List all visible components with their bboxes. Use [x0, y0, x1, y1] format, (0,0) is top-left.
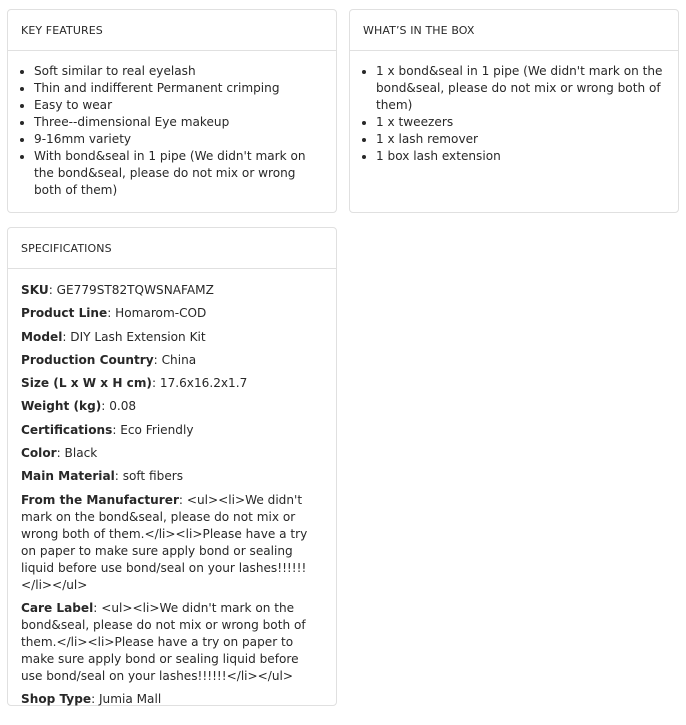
list-item: • Three--dimensional Eye makeup [34, 114, 323, 131]
spec-value: Black [64, 446, 98, 461]
whats-in-the-box-card [349, 9, 679, 213]
list-item: • 1 x lash remover [376, 131, 665, 148]
list-item: • Easy to wear [34, 97, 323, 114]
key-features-list [21, 63, 323, 199]
spec-from-the-manufacturer: From the Manufacturer: <ul><li>We didn't mark on the bond&seal, please do not mix or wrong both of them.</li><li>Please have a try on paper to make sure apply bond or sealing liquid before use bond/seal on your lashes!!!!!!</li></ul> [21, 492, 308, 592]
list-item: • 1 x bond&seal in 1 pipe (We didn't mark on the bond&seal, please do not mix or wrong both of them) [376, 63, 665, 114]
whats-in-the-box-list [363, 63, 665, 165]
spec-size: Size (L x W x H cm): 17.6x16.2x1.7 [21, 376, 248, 391]
spec-key: Size (L x W x H cm) [21, 376, 152, 391]
spec-key: Production Country [21, 352, 154, 367]
spec-key: Certifications [21, 422, 113, 437]
specifications-list [8, 269, 336, 725]
list-item: • Soft similar to real eyelash [34, 63, 323, 80]
spec-value: Jumia Mall [98, 692, 162, 707]
spec-value: DIY Lash Extension Kit [70, 329, 206, 344]
specifications-card [7, 227, 337, 706]
list-item: • 9-16mm variety [34, 131, 323, 148]
spec-main-material: Main Material: soft fibers [21, 469, 184, 484]
spec-value: soft fibers [122, 469, 184, 484]
spec-key: Weight (kg) [21, 399, 102, 414]
spec-shop-type: Shop Type: Jumia Mall [21, 692, 162, 707]
spec-value: <ul><li>We didn't mark on the bond&seal, please do not mix or wrong both of them.</li><li>Please have a try on paper to make sure apply bond or sealing liquid before use bond/seal on your lashes!!!!!!</li></ul> [21, 492, 308, 592]
spec-care-label: Care Label: <ul><li>We didn't mark on the bond&seal, please do not mix or wrong both of them.</li><li>Please have a try on paper to make sure apply bond or sealing liquid before use bond/seal on your lashes!!!!!!</li></ul> [21, 600, 306, 683]
spec-value: GE779ST82TQWSNAFAMZ [56, 283, 214, 297]
spec-key: Shop Type [21, 692, 92, 707]
spec-key: Product Line [21, 306, 108, 321]
spec-model: Model: DIY Lash Extension Kit [21, 329, 206, 344]
spec-product-line: Product Line: Homarom-COD [21, 306, 207, 321]
spec-key: Color [21, 446, 57, 461]
list-item: • 1 x tweezers [376, 114, 665, 131]
whats-in-the-box-title: WHAT’S IN THE BOX [350, 10, 678, 51]
spec-value: Homarom-COD [115, 306, 207, 321]
spec-key: Main Material [21, 469, 115, 484]
spec-certifications: Certifications: Eco Friendly [21, 422, 194, 437]
key-features-title: KEY FEATURES [8, 10, 336, 51]
spec-color: Color: Black [21, 446, 98, 461]
spec-key: SKU [21, 283, 49, 297]
specifications-title: SPECIFICATIONS [8, 228, 336, 269]
spec-value: 0.08 [109, 399, 137, 414]
key-features-card [7, 9, 337, 213]
spec-sku: SKU: GE779ST82TQWSNAFAMZ [21, 283, 214, 297]
spec-weight: Weight (kg): 0.08 [21, 399, 137, 414]
spec-key: Care Label [21, 600, 94, 615]
spec-production-country: Production Country: China [21, 352, 197, 367]
list-item: • Thin and indifferent Permanent crimping [34, 80, 323, 97]
spec-value: China [161, 352, 197, 367]
spec-key: Model [21, 329, 63, 344]
spec-value: <ul><li>We didn't mark on the bond&seal, please do not mix or wrong both of them.</li><li>Please have a try on paper to make sure apply bond or sealing liquid before use bond/seal on your lashes!!!!!!</li></ul> [21, 600, 306, 683]
spec-value: Eco Friendly [120, 422, 194, 437]
list-item: • 1 box lash extension [376, 148, 665, 165]
list-item: • With bond&seal in 1 pipe (We didn't mark on the bond&seal, please do not mix or wrong both of them) [34, 148, 323, 199]
spec-key: From the Manufacturer [21, 492, 179, 507]
spec-value: 17.6x16.2x1.7 [159, 376, 248, 391]
